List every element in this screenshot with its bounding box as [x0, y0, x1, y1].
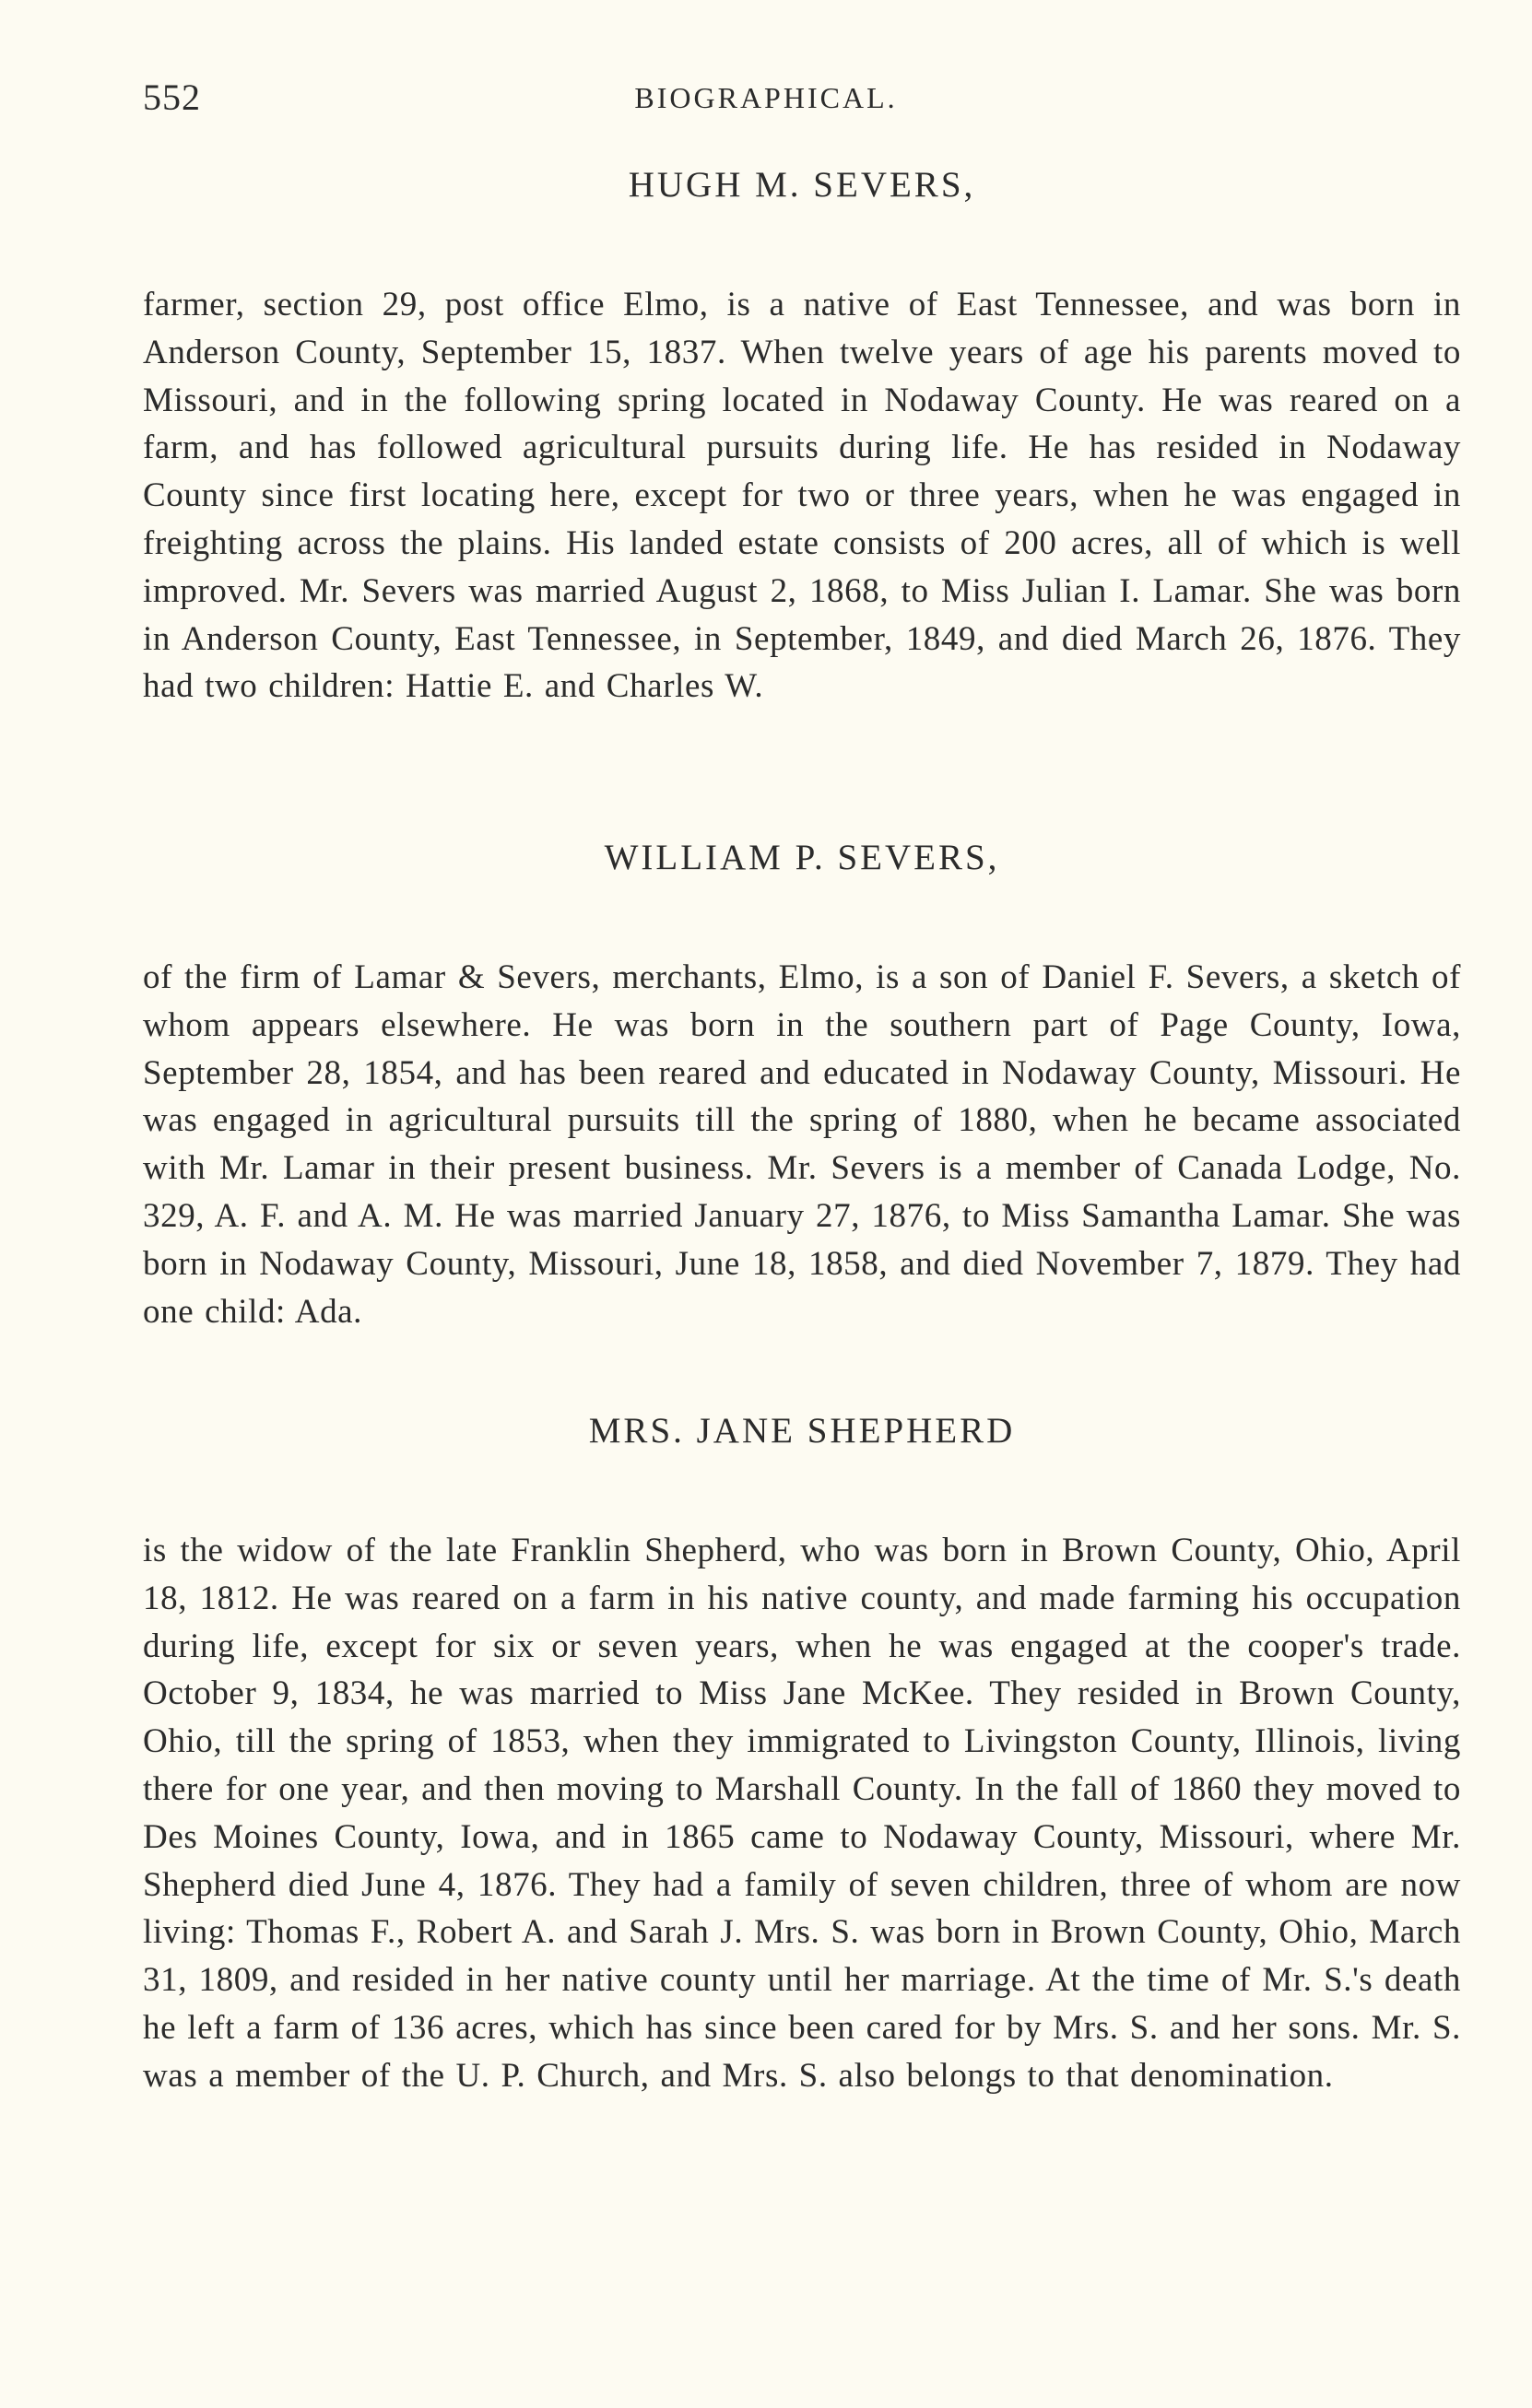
- running-title: BIOGRAPHICAL.: [634, 81, 898, 114]
- entry-title: WILLIAM P. SEVERS,: [604, 838, 1000, 877]
- biography-entry: [143, 1410, 1461, 2100]
- entry-title: MRS. JANE SHEPHERD: [588, 1411, 1016, 1451]
- entry-body: of the firm of Lamar & Severs, merchants, Elmo, is a son of Daniel F. Severs, a sketch of whom appears elsewhere. He was born in the southern part of Page County, Iowa, September 28, 1854, and has been reared and educated in Nodaway County, Missouri. He was engaged in agricultural pursuits till the spring of 1880, when he became associated with Mr. Lamar in their present business. Mr. Severs is a member of Canada Lodge, No. 329, A. F. and A. M. He was married January 27, 1876, to Miss Samantha Lamar. She was born in Nodaway County, Missouri, June 18, 1858, and died November 7, 1879. They had one child: Ada.: [143, 958, 1461, 1331]
- entry-body: farmer, section 29, post office Elmo, is a native of East Tennessee, and was born in Anderson County, September 15, 1837. When twelve years of age his parents moved to Missouri, and in the following spring located in Nodaway County. He was reared on a farm, and has followed agricultural pursuits during life. He has resided in Nodaway County since first locating here, except for two or three years, when he was engaged in freighting across the plains. His landed estate consists of 200 acres, all of which is well improved. Mr. Severs was married August 2, 1868, to Miss Julian I. Lamar. She was born in Anderson County, East Tennessee, in September, 1849, and died March 26, 1876. They had two children: Hattie E. and Charles W.: [143, 286, 1461, 706]
- biography-entry: [143, 164, 1461, 711]
- biography-entry: [143, 837, 1461, 1335]
- entry-body: is the widow of the late Franklin Shepherd, who was born in Brown County, Ohio, April 18, 1812. He was reared on a farm in his native county, and made farming his occupation during life, except for six or seven years, when he was engaged at the cooper's trade. October 9, 1834, he was married to Miss Jane McKee. They resided in Brown County, Ohio, till the spring of 1853, when they immigrated to Livingston County, Illinois, living there for one year, and then moving to Marshall County. In the fall of 1860 they moved to Des Moines County, Iowa, and in 1865 came to Nodaway County, Missouri, where Mr. Shepherd died June 4, 1876. They had a family of seven children, three of whom are now living: Thomas F., Robert A. and Sarah J. Mrs. S. was born in Brown County, Ohio, March 31, 1809, and resided in her native county until her marriage. At the time of Mr. S.'s death he left a farm of 136 acres, which has since been cared for by Mrs. S. and her sons. Mr. S. was a member of the U. P. Church, and Mrs. S. also belongs to that denomination.: [143, 1532, 1461, 2095]
- page-number: 552: [143, 76, 201, 118]
- entry-title: HUGH M. SEVERS,: [628, 165, 976, 205]
